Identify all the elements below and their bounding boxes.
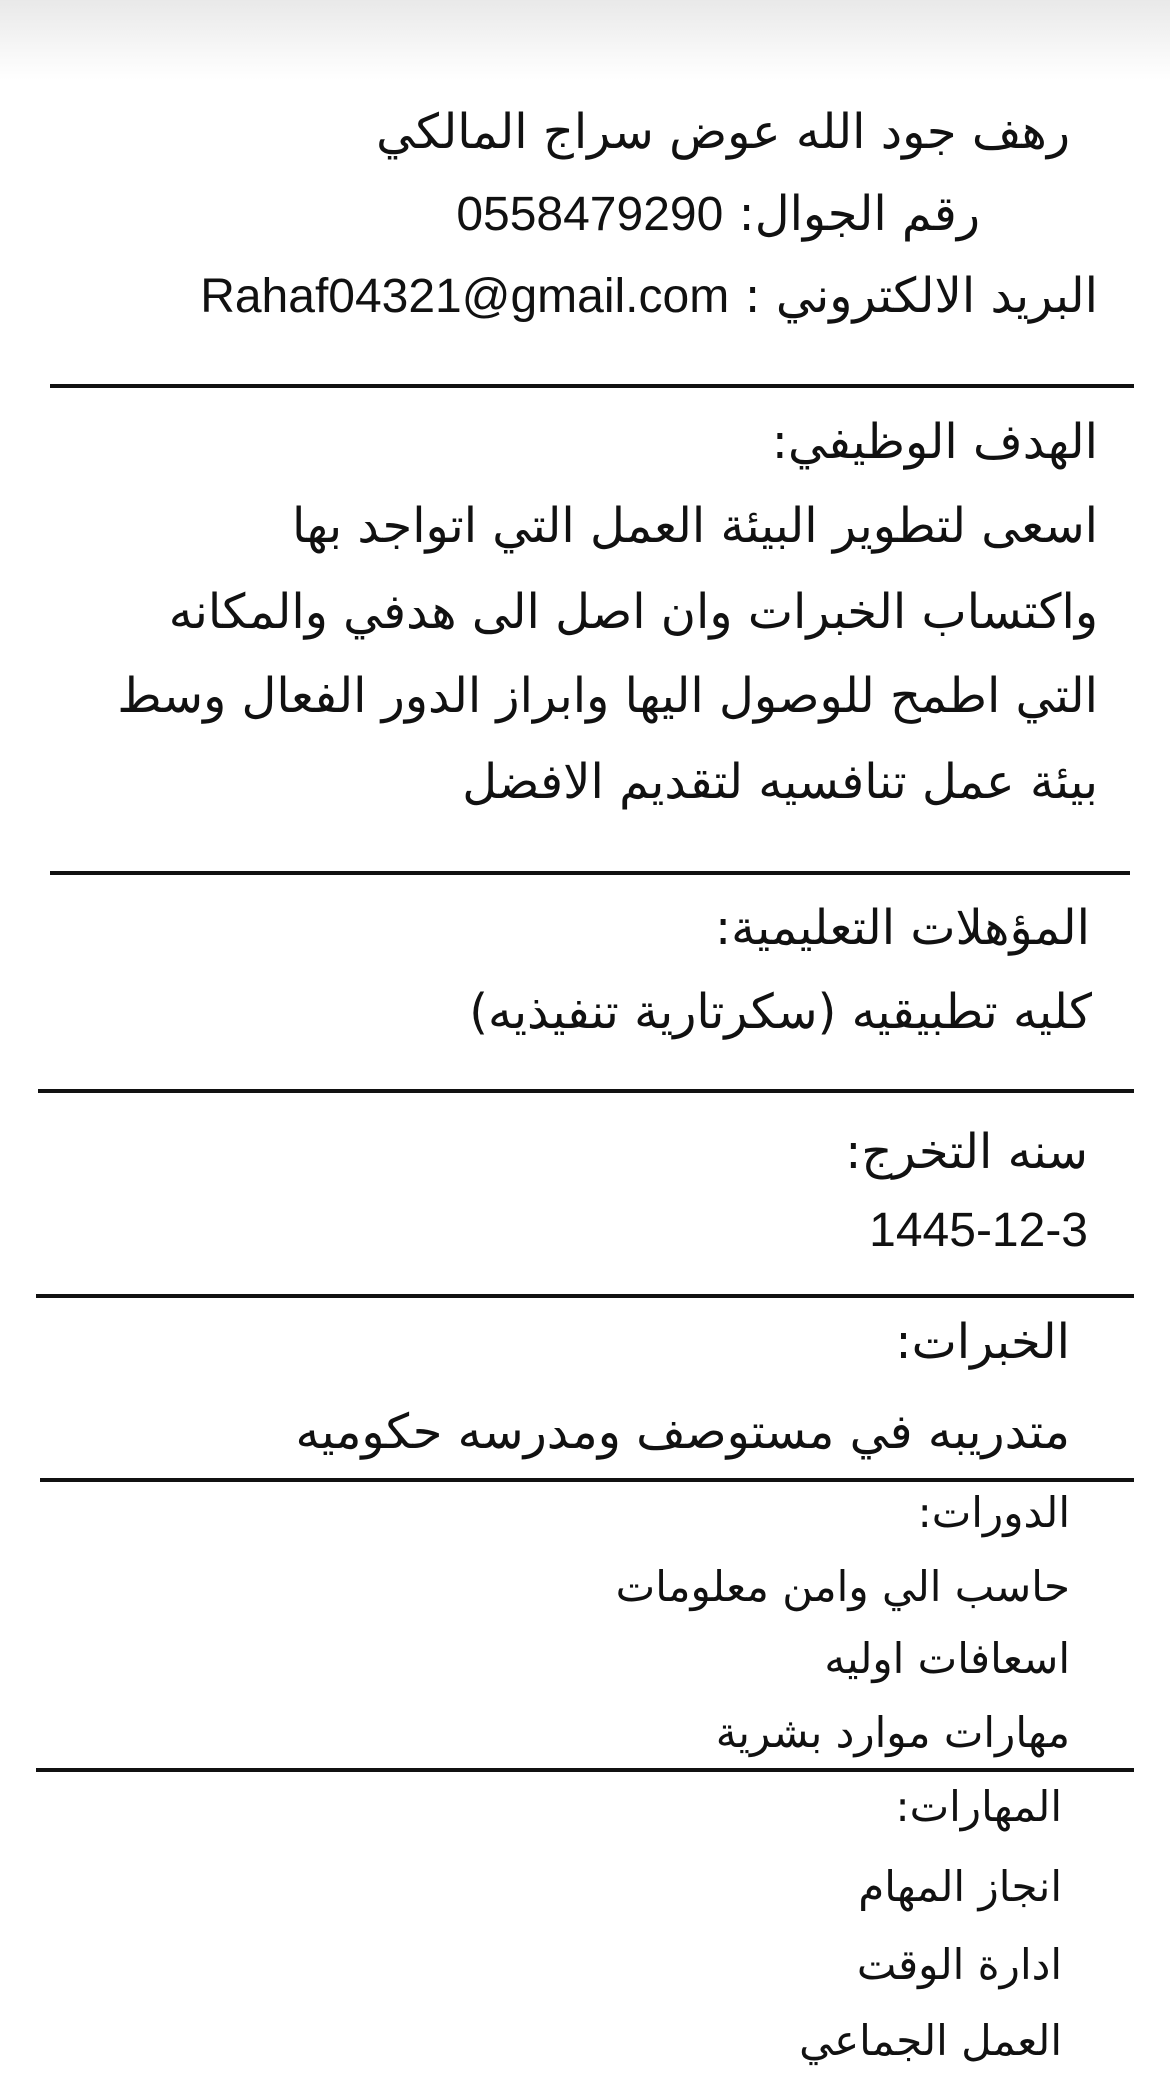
- graduation-value: [869, 1206, 1088, 1255]
- experience-heading: الخبرات:: [895, 1314, 1070, 1370]
- skill-item: انجاز المهام: [858, 1862, 1062, 1911]
- objective-line: بيئة عمل تنافسيه لتقديم الافضل: [462, 754, 1098, 810]
- divider: [40, 1478, 1134, 1482]
- divider: [50, 384, 1134, 388]
- course-item: مهارات موارد بشرية: [715, 1708, 1070, 1757]
- objective-line: واكتساب الخبرات وان اصل الى هدفي والمكانه: [168, 584, 1098, 640]
- applicant-name: رهف جود الله عوض سراج المالكي: [376, 104, 1070, 160]
- email-line: [200, 268, 1098, 324]
- divider: [50, 871, 1130, 875]
- divider: [36, 1294, 1134, 1298]
- course-item: حاسب الي وامن معلومات: [615, 1562, 1070, 1611]
- objective-heading: الهدف الوظيفي:: [771, 414, 1098, 470]
- courses-heading: الدورات:: [917, 1488, 1070, 1537]
- objective-line: التي اطمح للوصول اليها وابراز الدور الفعال وسط: [117, 668, 1098, 724]
- education-value: كليه تطبيقيه (سكرتارية تنفيذيه): [469, 984, 1092, 1040]
- phone-number: 0558479290: [456, 188, 724, 241]
- skill-item: العمل الجماعي: [799, 2016, 1062, 2065]
- skill-item: ادارة الوقت: [856, 1940, 1062, 1989]
- objective-line: اسعى لتطوير البيئة العمل التي اتواجد بها: [291, 498, 1098, 554]
- phone-label: رقم الجوال:: [738, 186, 980, 242]
- education-heading: المؤهلات التعليمية:: [714, 900, 1090, 956]
- graduation-heading: سنه التخرج:: [845, 1124, 1088, 1180]
- divider: [36, 1768, 1134, 1772]
- phone-line: [456, 186, 980, 242]
- email-address: Rahaf04321@gmail.com: [200, 270, 730, 323]
- divider: [38, 1089, 1134, 1093]
- graduation-date: 1445-12-3: [869, 1204, 1088, 1257]
- email-label: البريد الالكتروني :: [744, 268, 1098, 324]
- experience-value: متدريبه في مستوصف ومدرسه حكوميه: [295, 1404, 1070, 1460]
- skills-heading: المهارات:: [895, 1782, 1062, 1831]
- course-item: اسعافات اوليه: [824, 1634, 1070, 1683]
